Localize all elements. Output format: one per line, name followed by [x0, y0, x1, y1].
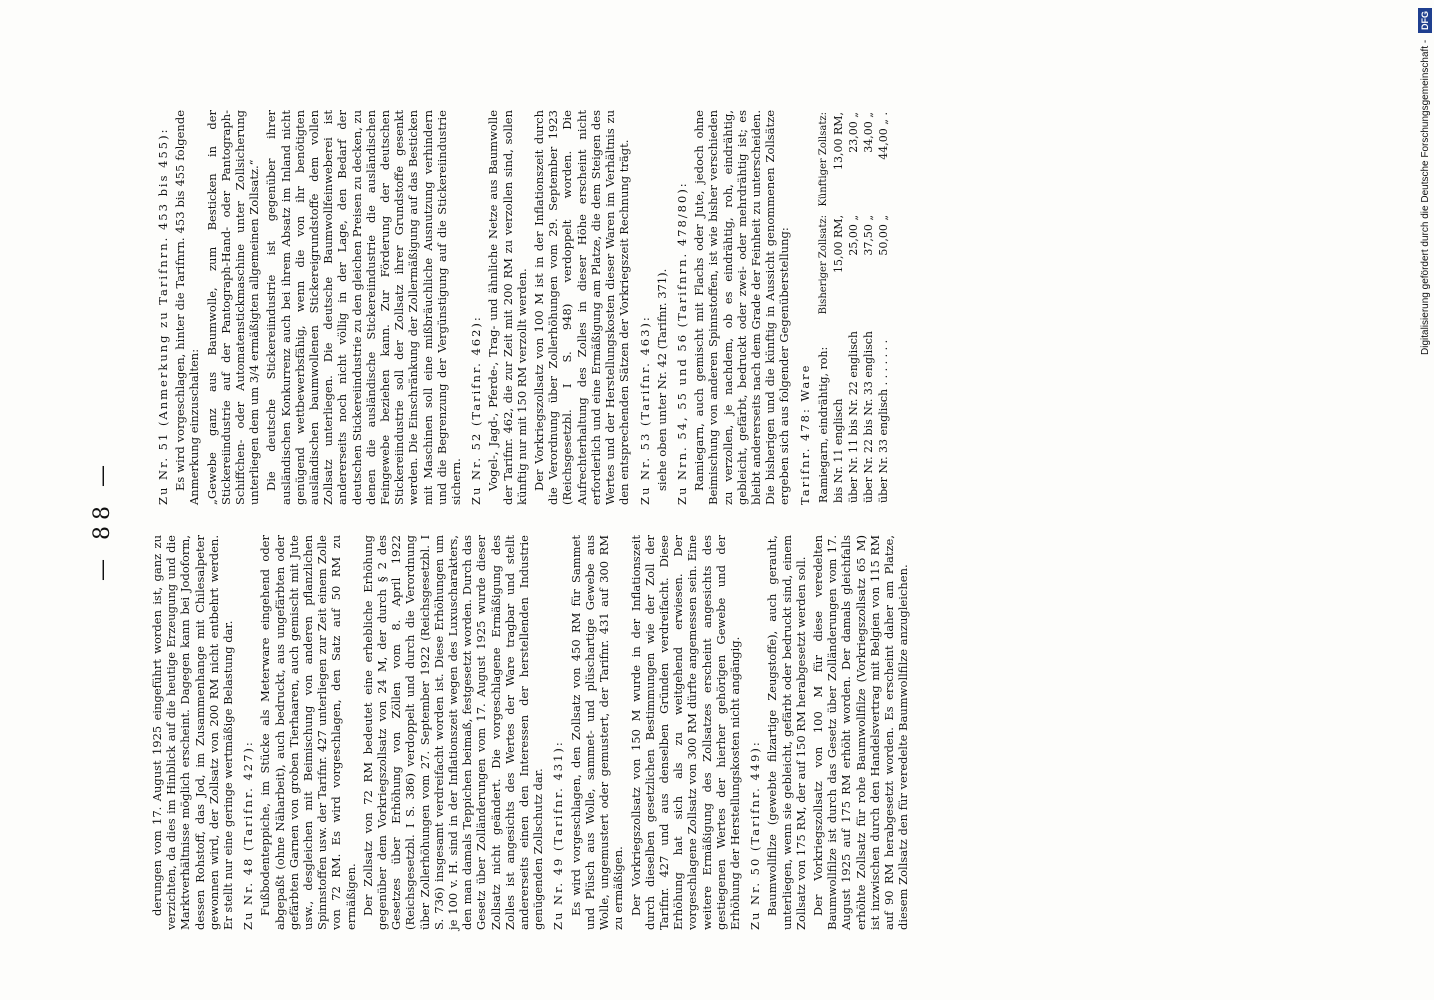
- row-label: über Nr. 11 bis Nr. 22 englisch: [846, 331, 860, 503]
- new-rate: 13,00 RM,: [831, 112, 845, 171]
- old-rate: 15,00 RM,: [831, 214, 845, 273]
- section-heading: Zu Nr. 52 (Tarifnr. 462):: [469, 315, 484, 505]
- row-label: bis Nr. 11 englisch: [831, 398, 845, 503]
- paragraph: Vogel-, Jagd-, Pferde-, Trag- und ähnliche Netze aus Baumwolle der Tarifnr. 462, die zur Zeit mit 200 RM zu verzollen sind, sollen künftig nur mit 150 RM verzollt werden.: [486, 110, 529, 505]
- right-column: [150, 110, 891, 505]
- section-heading: Zu Nr. 50 (Tarifnr. 449):: [748, 740, 763, 930]
- section-heading: Zu Nr. 48 (Tarifnr. 427):: [241, 740, 256, 930]
- old-rate: 50,00 „: [876, 214, 890, 256]
- rotated-content: [90, 110, 1410, 930]
- header-old-rate: Bisheriger Zollsatz:: [817, 214, 829, 315]
- table-row: [876, 110, 891, 505]
- old-rate: 25,00 „: [846, 214, 860, 256]
- table-row: [831, 110, 846, 505]
- paragraph: Der Zollsatz von 72 RM bedeutet eine erhebliche Erhöhung gegenüber dem Vorkriegszollsatz von 24 M, der durch § 2 des Gesetzes über Erhöhung von Zöllen vom 8. April 1922 (Reichsgesetzbl. I S. 386) verdoppelt und durch die Verordnung über Zollerhöhungen vom 27. September 1922 (Reichsgesetzbl. I S. 736) insgesamt verdreifacht worden ist. Diese Erhöhungen um je 100 v. H. sind in der Inflationszeit wegen des Luxuscharakters, den man damals Teppichen beimaß, festgesetzt worden. Durch das Gesetz über Zolländerungen vom 17. August 1925 wurde dieser Zollsatz nicht geändert. Die vorgeschlagene Ermäßigung des Zolles ist angesichts des Wertes der Ware tragbar und stellt andererseits einen den Interessen der herstellenden Industrie genügenden Zollschutz dar.: [360, 535, 546, 930]
- row-label: über Nr. 33 englisch . . . . . . .: [876, 339, 890, 503]
- section-heading: Zu Nr. 53 (Tarifnr. 463):: [637, 315, 652, 505]
- paragraph: Baumwollfilze (gewebte filzartige Zeugstoffe), auch gerauht, unterliegen, wenn sie gebleicht, gefärbt oder bedruckt sind, einem Zollsatz von 175 RM, der auf 150 RM herabgesetzt werden soll.: [765, 535, 808, 930]
- paragraph: Der Vorkriegszollsatz von 100 M für diese veredelten Baumwollfilze ist durch das Gesetz über Zolländerungen vom 17. August 1925 auf 175 RM erhöht worden. Der damals gleichfalls erhöhte Zollsatz für rohe Baumwollfilze (Vorkriegszollsatz 65 M) ist inzwischen durch den Handelsvertrag mit Belgien von 115 RM auf 90 RM herabgesetzt worden. Es erscheint daher am Platze, diesem Zollsatz den für veredelte Baumwollfilze anzugleichen.: [810, 535, 911, 930]
- paragraph: Es wird vorgeschlagen, den Zollsatz von 450 RM für Sammet und Plüsch aus Wolle, sammet- und plüschartige Gewebe aus Wolle, ungemustert oder gemustert, der Tarifnr. 431 auf 300 RM zu ermäßigen.: [568, 535, 626, 930]
- table-row: [861, 110, 876, 505]
- paragraph: siehe oben unter Nr. 42 (Tarifnr. 371).: [654, 268, 669, 491]
- paragraph: Fußbodenteppiche, im Stücke als Meterware eingehend oder abgepaßt (ohne Näharbeit), auch bedruckt, aus ungefärbten oder gefärbten Garnen von groben Tierhaaren, auch gemischt mit Jute usw., desgleichen mit Beimischung von anderen pflanzlichen Spinnstoffen usw. der Tarifnr. 427 unterliegen zur Zeit einem Zolle von 72 RM. Es wird vorgeschlagen, den Satz auf 50 RM zu ermäßigen.: [258, 535, 358, 930]
- section-heading: Zu Nr. 49 (Tarifnr. 431):: [551, 740, 566, 930]
- tariff-table: [816, 110, 891, 505]
- paragraph: Der Vorkriegszollsatz von 150 M wurde in der Inflationszeit durch dieselben gesetzlichen Bestimmungen wie der Zoll der Tarifnr. 427 und aus denselben Gründen verdreifacht. Diese Erhöhung hat sich als zu weitgehend erwiesen. Der vorgeschlagene Zollsatz von 300 RM dürfte angemessen sein. Eine weitere Ermäßigung des Zollsatzes erscheint angesichts des gestiegenen Wertes der hierher gehörigen Gewebe und der Erhöhung der Herstellungskosten nicht angängig.: [628, 535, 742, 930]
- row-label: über Nr. 22 bis Nr. 33 englisch: [861, 331, 875, 503]
- new-rate: 34,00 „: [861, 112, 875, 153]
- dfg-side-note: [1418, 8, 1432, 988]
- header-new-rate: Künftiger Zollsatz:: [817, 112, 829, 207]
- paragraph: Der Vorkriegszollsatz von 100 M ist in der Inflationszeit durch die Verordnung über Zollerhöhungen vom 29. September 1923 (Reichsgesetzbl. I S. 948) verdoppelt worden. Die Aufrechterhaltung des Zolles in dieser Höhe erscheint nicht erforderlich und eine Ermäßigung am Platze, die dem Steigen des Wertes und der Herstellungskosten dieser Waren im Verhältnis zu den entsprechenden Sätzen der Vorkriegszeit Rechnung trägt.: [532, 110, 632, 505]
- left-column: [150, 535, 913, 930]
- quoted-annotation: „Gewebe ganz aus Baumwolle, zum Besticken in der Stickereiindustrie auf der Pantograph-Hand- oder Pantograph-Schiffchen- oder Automatenstickmaschine unter Zollsicherung unterliegen dem um 3/4 ermäßigten allgemeinen Zollsatz.“: [204, 110, 262, 505]
- paragraph: Ramiegarn, auch gemischt mit Flachs oder Jute, jedoch ohne Beimischung von anderen Spinnstoffen, ist wie bisher verschieden zu verzollen, je nachdem, ob es eindrähtig, roh, eindrähtig, gebleicht, gefärbt, bedruckt oder zwei- oder mehrdrähtig ist; es bleibt andererseits nach dem Grade der Feinheit zu unterscheiden. Die bisherigen und die künftig in Aussicht genommenen Zollsätze ergeben sich aus folgender Gegenüberstellung:: [692, 110, 792, 505]
- new-rate: 23,00 „: [846, 112, 860, 153]
- section-heading: Zu Nrn. 54, 55 und 56 (Tarifnrn. 478/80):: [674, 181, 689, 505]
- funding-note: Digitalisierung gefördert durch die Deutsche Forschungsgemeinschaft -: [1420, 39, 1431, 355]
- new-rate: 44,00 „ .: [876, 112, 890, 160]
- paragraph: Es wird vorgeschlagen, hinter die Tarifnrn. 453 bis 455 folgende Anmerkung einzuschalten:: [173, 110, 202, 505]
- table-intro: Ramiegarn, eindrähtig, roh:: [816, 346, 830, 503]
- page-number: — 88 —: [90, 459, 115, 581]
- section-heading: Zu Nr. 51 (Anmerkung zu Tarifnrn. 453 bis 455):: [156, 127, 170, 505]
- table-label: Tarifnr. 478: Ware: [797, 363, 812, 505]
- paragraph: Die deutsche Stickereiindustrie ist gegenüber ihrer ausländischen Konkurrenz auch bei ihrem Absatz im Inland nicht genügend wettbewerbsfähig, wenn die von ihr benötigten ausländischen baumwollenen Stickereigrundstoffe dem vollen Zollsatz unterliegen. Die deutsche Baumwollfeinweberei ist andererseits noch nicht völlig in der Lage, den Bedarf der deutschen Stickereiindustrie zu den gleichen Preisen zu decken, zu denen die ausländische Stickereiindustrie die ausländischen Feingewebe beziehen kann. Zur Förderung der deutschen Stickereiindustrie soll der Zollsatz ihrer Grundstoffe gesenkt werden. Die Einschränkung der Zollermäßigung auf das Besticken mit Maschinen soll eine mißbräuchliche Ausnutzung verhindern und die Begrenzung der Vergünstigung auf die Stickereiindustrie sichern.: [264, 110, 464, 505]
- dfg-logo: DFG: [1418, 8, 1432, 33]
- table-row: [846, 110, 861, 505]
- paragraph: derungen vom 17. August 1925 eingeführt worden ist, ganz zu verzichten, da dies im Hinblick auf die heutige Erzeugung und die Marktverhältnisse möglich erscheint. Dagegen kann bei Jodoform, dessen Rohstoff, das Jod, im Zusammenhange mit Chilesalpeter gewonnen wird, der Zollsatz von 200 RM nicht entbehrt werden. Er stellt nur eine geringe wertmäßige Belastung dar.: [150, 535, 236, 930]
- old-rate: 37,50 „: [861, 214, 875, 256]
